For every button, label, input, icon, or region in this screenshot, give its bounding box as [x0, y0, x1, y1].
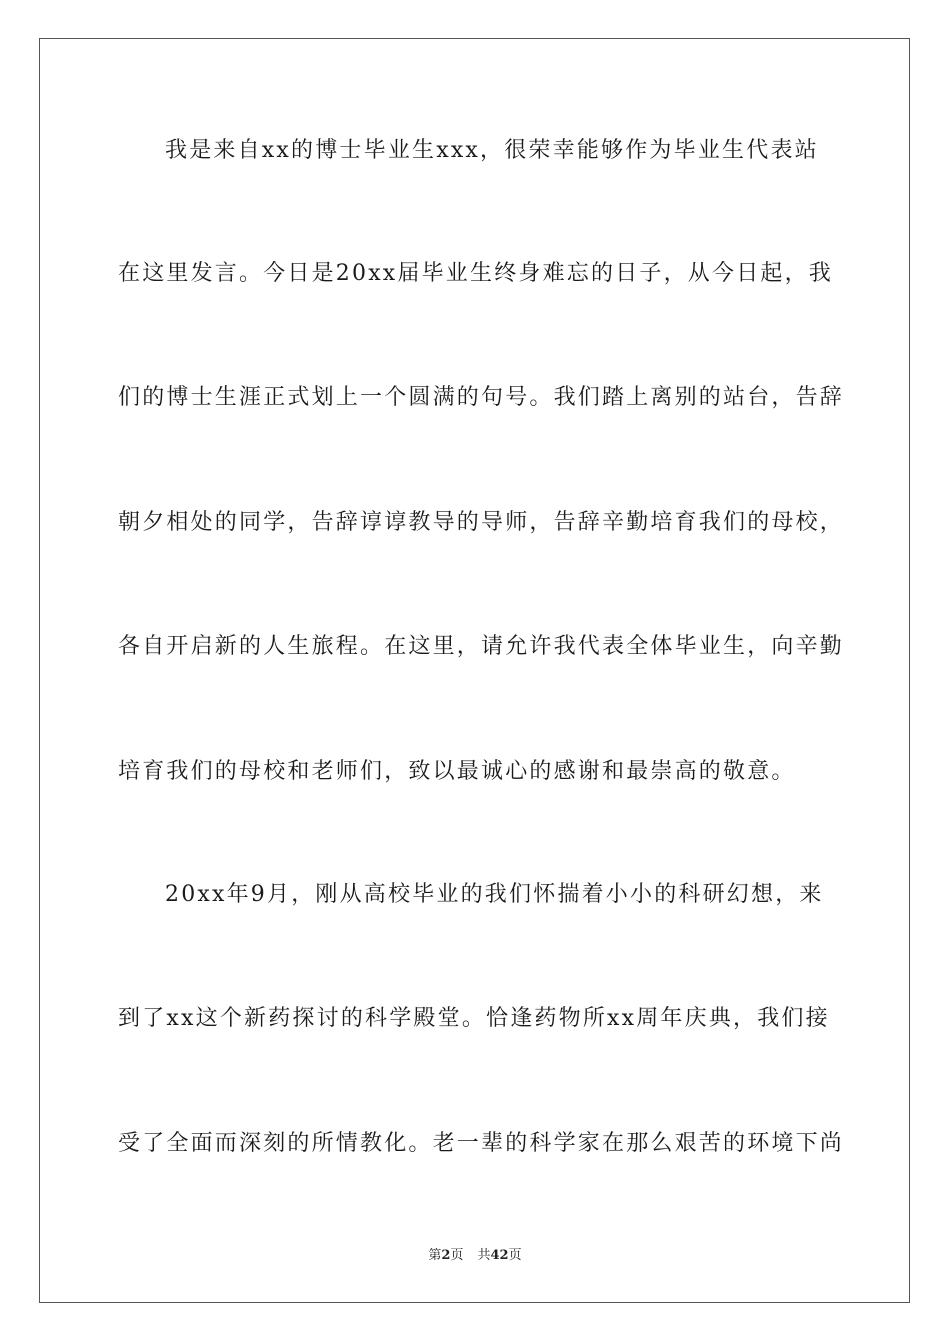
page-prefix: 第 — [428, 1248, 442, 1263]
page-suffix: 页 — [450, 1248, 464, 1263]
paragraph-1-line-2: 在这里发言。今日是20xx届毕业生终身难忘的日子，从今日起，我 — [118, 261, 834, 286]
paragraph-1-line-5: 各自开启新的人生旅程。在这里，请允许我代表全体毕业生，向辛勤 — [118, 634, 845, 659]
page-footer — [0, 1247, 950, 1265]
paragraph-2-line-3: 受了全面而深刻的所情教化。老一辈的科学家在那么艰苦的环境下尚 — [118, 1131, 845, 1156]
total-prefix: 共 — [477, 1248, 491, 1263]
page-number: 2 — [441, 1248, 451, 1263]
total-pages: 42 — [490, 1248, 509, 1263]
paragraph-2-line-2: 到了xx这个新药探讨的科学殿堂。恰逢药物所xx周年庆典，我们接 — [118, 1006, 830, 1031]
page-border — [39, 38, 910, 1303]
paragraph-2-line-1: 20xx年9月，刚从高校毕业的我们怀揣着小小的科研幻想，来 — [165, 882, 824, 907]
paragraph-1-line-1: 我是来自xx的博士毕业生xxx，很荣幸能够作为毕业生代表站 — [165, 138, 819, 163]
total-suffix: 页 — [508, 1248, 522, 1263]
paragraph-1-line-6: 培育我们的母校和老师们，致以最诚心的感谢和最崇高的敬意。 — [118, 759, 796, 784]
paragraph-1-line-4: 朝夕相处的同学，告辞谆谆教导的导师，告辞辛勤培育我们的母校， — [118, 510, 845, 535]
paragraph-1-line-3: 们的博士生涯正式划上一个圆满的句号。我们踏上离别的站台，告辞 — [118, 385, 845, 410]
